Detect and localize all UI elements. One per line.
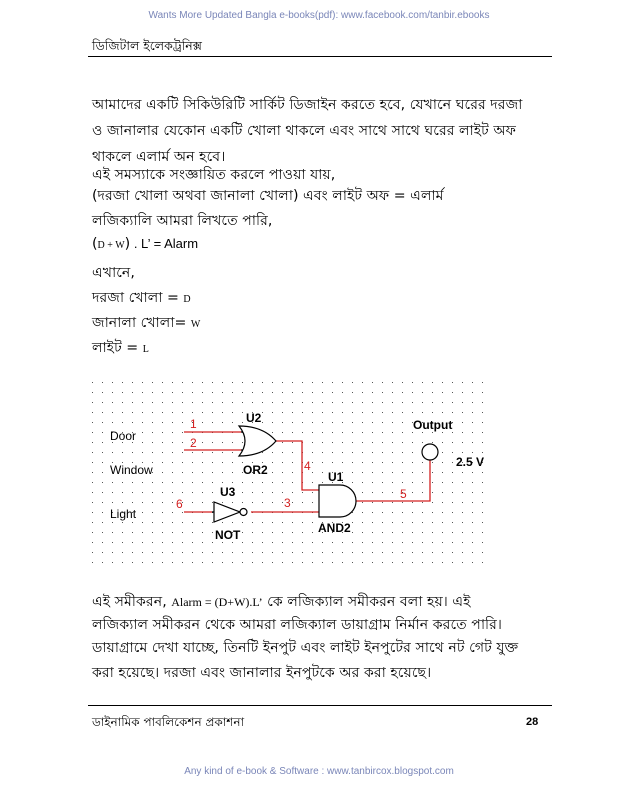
wire-number-4: 4 bbox=[304, 459, 311, 473]
paragraph2-line1 bbox=[92, 591, 471, 615]
input-label-light: Light bbox=[110, 507, 137, 521]
input-label-window: Window bbox=[110, 463, 153, 477]
definition-symbol: W bbox=[190, 319, 201, 330]
definition-symbol: L bbox=[142, 344, 149, 355]
footer-publisher: ডাইনামিক পাবলিকেশন প্রকাশনা bbox=[92, 715, 245, 729]
output-label: Output bbox=[413, 418, 453, 432]
footer-rule bbox=[88, 705, 552, 706]
problem-line1: এই সমস্যাকে সংজ্ঞায়িত করলে পাওয়া যায়, bbox=[92, 167, 336, 183]
definition-door bbox=[92, 287, 191, 311]
gate-type-or2: OR2 bbox=[243, 463, 268, 477]
problem-line2: (দরজা খোলা অথবা জানালা খোলা) এবং লাইট অফ = এলার্ম bbox=[92, 188, 444, 204]
paragraph2-line1-pre: এই সমীকরন, bbox=[92, 594, 172, 610]
logic-expression bbox=[92, 236, 198, 252]
gate-id-u3: U3 bbox=[220, 485, 236, 499]
definition-window bbox=[92, 312, 200, 336]
wire-number-2: 2 bbox=[190, 436, 197, 450]
header-rule bbox=[88, 56, 552, 57]
running-header-title: ডিজিটাল ইলেকট্রনিক্স bbox=[92, 38, 202, 53]
definition-light bbox=[92, 337, 149, 361]
definition-label: দরজা খোলা = bbox=[92, 290, 184, 306]
gate-id-u1: U1 bbox=[328, 470, 344, 484]
top-banner[interactable]: Wants More Updated Bangla e-books(pdf): www.facebook.com/tanbir.ebooks bbox=[148, 10, 490, 21]
probe-value: 2.5 V bbox=[456, 455, 485, 469]
definition-label: জানালা খোলা= bbox=[92, 315, 191, 331]
paragraph2-equation: Alarm = (D+W).L’ bbox=[171, 595, 263, 609]
paragraph2-line2: লজিক্যাল সমীকরন থেকে আমরা লজিক্যাল ডায়াগ্রাম নির্মান করতে পারি। bbox=[92, 617, 502, 633]
expr-rest: . L’ = Alarm bbox=[130, 236, 199, 251]
and-gate bbox=[319, 485, 356, 517]
paragraph2-line3: ডায়াগ্রামে দেখা যাচ্ছে, তিনটি ইনপুট এবং লাইট ইনপুটের সাথে নট গেট যুক্ত bbox=[92, 640, 519, 656]
gate-type-not: NOT bbox=[215, 528, 241, 542]
page-number: 28 bbox=[526, 716, 539, 728]
paragraph1-line1: আমাদের একটি সিকিউরিটি সার্কিট ডিজাইন করতে হবে, যেখানে ঘরের দরজা bbox=[92, 97, 523, 113]
here-label: এখানে, bbox=[92, 265, 135, 281]
paragraph2-line1-post: কে লজিক্যাল সমীকরন বলা হয়। এই bbox=[262, 594, 471, 610]
expr-close-paren: ) bbox=[124, 236, 131, 252]
wire-number-1: 1 bbox=[190, 417, 197, 431]
definition-symbol: D bbox=[183, 294, 191, 305]
gate-type-and2: AND2 bbox=[318, 521, 351, 535]
wire-number-3: 3 bbox=[284, 496, 291, 510]
wire-number-6: 6 bbox=[176, 497, 183, 511]
paragraph1-line3: থাকলে এলার্ম অন হবে। bbox=[92, 149, 226, 165]
or-gate bbox=[239, 426, 276, 456]
circuit-diagram bbox=[88, 378, 488, 574]
bottom-banner[interactable]: Any kind of e-book & Software : www.tanbircox.blogspot.com bbox=[184, 766, 454, 777]
input-label-door: Door bbox=[110, 429, 137, 443]
expr-open-paren: ( bbox=[92, 236, 98, 252]
wire-number-5: 5 bbox=[400, 487, 407, 501]
not-gate-bubble bbox=[240, 509, 247, 516]
gate-id-u2: U2 bbox=[246, 411, 262, 425]
output-probe bbox=[422, 444, 438, 460]
definition-label: লাইট = bbox=[92, 340, 143, 356]
paragraph1-line2: ও জানালার যেকোন একটি খোলা থাকলে এবং সাথে সাথে ঘরের লাইট অফ bbox=[92, 123, 517, 139]
not-gate bbox=[214, 502, 240, 522]
paragraph2-line4: করা হয়েছে। দরজা এবং জানালার ইনপুটকে অর করা হয়েছে। bbox=[92, 665, 432, 681]
wire-and-to-output bbox=[356, 460, 430, 501]
expr-inner: D + W bbox=[97, 240, 125, 251]
problem-line3: লজিক্যালি আমরা লিখতে পারি, bbox=[92, 213, 273, 229]
